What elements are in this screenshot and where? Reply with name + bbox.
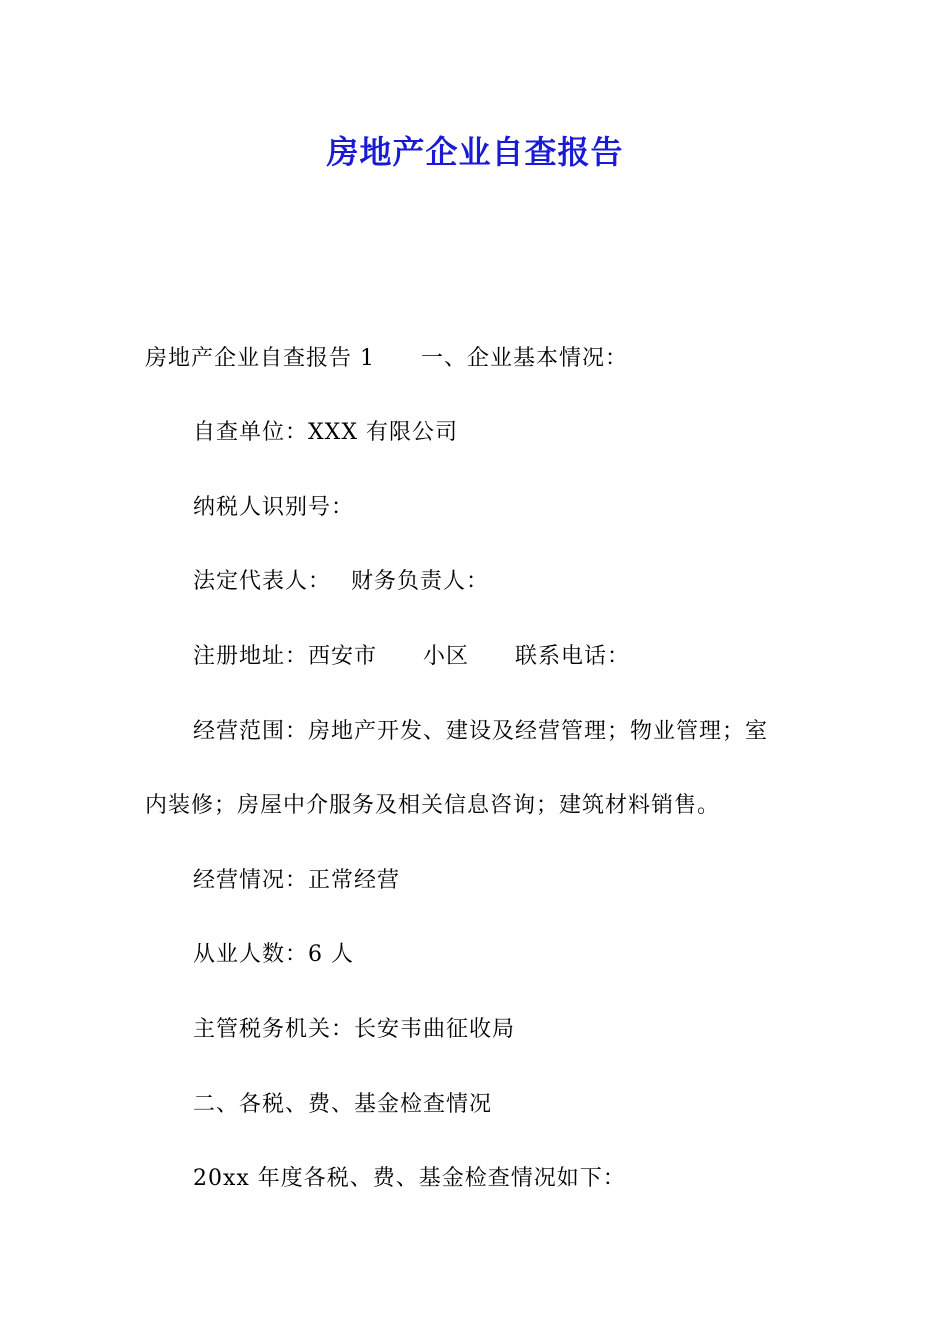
paragraph-employee-count: 从业人数：6 人 xyxy=(193,942,354,967)
section-heading-tax-inspection: 二、各税、费、基金检查情况 xyxy=(193,1092,493,1117)
paragraph-report-heading: 房地产企业自查报告 1 一、企业基本情况： xyxy=(145,346,628,371)
paragraph-registered-address: 注册地址：西安市 小区 联系电话： xyxy=(193,644,631,669)
paragraph-taxpayer-id: 纳税人识别号： xyxy=(193,495,355,520)
paragraph-operating-status: 经营情况：正常经营 xyxy=(193,868,401,893)
paragraph-business-scope-continued: 内装修；房屋中介服务及相关信息咨询；建筑材料销售。 xyxy=(145,793,721,818)
paragraph-tax-authority: 主管税务机关：长安韦曲征收局 xyxy=(193,1017,516,1042)
document-title: 房地产企业自查报告 xyxy=(326,133,624,171)
paragraph-legal-representative: 法定代表人： 财务负责人： xyxy=(193,569,489,594)
paragraph-self-check-unit: 自查单位：XXX 有限公司 xyxy=(193,420,458,445)
paragraph-annual-inspection: 20xx 年度各税、费、基金检查情况如下： xyxy=(193,1166,626,1191)
paragraph-business-scope: 经营范围：房地产开发、建设及经营管理；物业管理；室 xyxy=(193,719,769,744)
